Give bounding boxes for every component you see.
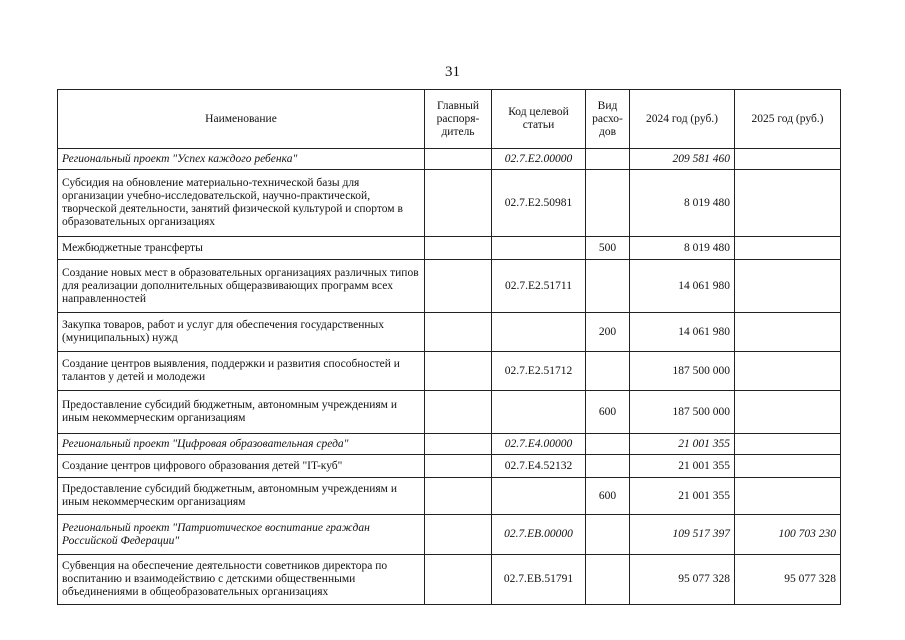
- cell-target-code: [492, 478, 586, 515]
- cell-expense-type: [586, 170, 630, 237]
- cell-expense-type: 500: [586, 237, 630, 260]
- cell-name: Предоставление субсидий бюджетным, автономным учреждениям и иным некоммерческим организациям: [58, 478, 425, 515]
- page-number: 31: [445, 64, 460, 80]
- table-row: [58, 149, 841, 170]
- cell-main-manager: [425, 391, 492, 434]
- cell-name: Создание центров выявления, поддержки и развития способностей и талантов у детей и молодежи: [58, 352, 425, 391]
- cell-2024: 109 517 397: [630, 515, 735, 555]
- cell-expense-type: [586, 455, 630, 478]
- cell-2024: 21 001 355: [630, 478, 735, 515]
- cell-name: Создание новых мест в образовательных организациях различных типов для реализации дополнительных общеразвивающих программ всех направленностей: [58, 260, 425, 313]
- cell-2025: [735, 260, 841, 313]
- header-main-manager: Главный распоря-дитель: [425, 90, 492, 149]
- cell-2025: [735, 237, 841, 260]
- table-row: [58, 170, 841, 237]
- header-row: [58, 90, 841, 149]
- header-2025: 2025 год (руб.): [735, 90, 841, 149]
- table-row: [58, 352, 841, 391]
- cell-target-code: 02.7.E2.51711: [492, 260, 586, 313]
- cell-target-code: 02.7.E2.00000: [492, 149, 586, 170]
- cell-2025: [735, 478, 841, 515]
- cell-target-code: 02.7.EB.51791: [492, 555, 586, 605]
- cell-main-manager: [425, 478, 492, 515]
- cell-main-manager: [425, 313, 492, 352]
- cell-expense-type: 600: [586, 391, 630, 434]
- cell-expense-type: [586, 352, 630, 391]
- cell-main-manager: [425, 515, 492, 555]
- cell-main-manager: [425, 170, 492, 237]
- header-name: Наименование: [58, 90, 425, 149]
- cell-name: Закупка товаров, работ и услуг для обеспечения государственных (муниципальных) нужд: [58, 313, 425, 352]
- cell-expense-type: [586, 260, 630, 313]
- table-row: [58, 434, 841, 455]
- cell-main-manager: [425, 260, 492, 313]
- cell-main-manager: [425, 555, 492, 605]
- table-row: [58, 515, 841, 555]
- table-row: [58, 260, 841, 313]
- cell-name: Создание центров цифрового образования детей "IT-куб": [58, 455, 425, 478]
- header-2024: 2024 год (руб.): [630, 90, 735, 149]
- cell-name: Субсидия на обновление материально-технической базы для организации учебно-исследовательской, научно-практической, творческой деятельности, занятий физической культурой и спортом в образовательных организациях: [58, 170, 425, 237]
- cell-2024: 14 061 980: [630, 313, 735, 352]
- table-row: [58, 478, 841, 515]
- cell-name: Региональный проект "Успех каждого ребенка": [58, 149, 425, 170]
- cell-target-code: [492, 313, 586, 352]
- cell-main-manager: [425, 455, 492, 478]
- budget-table: [57, 89, 841, 605]
- cell-2024: 14 061 980: [630, 260, 735, 313]
- cell-2024: 187 500 000: [630, 352, 735, 391]
- header-expense-type: Вид расхо-дов: [586, 90, 630, 149]
- cell-expense-type: 200: [586, 313, 630, 352]
- cell-name: Предоставление субсидий бюджетным, автономным учреждениям и иным некоммерческим организациям: [58, 391, 425, 434]
- cell-main-manager: [425, 352, 492, 391]
- cell-main-manager: [425, 434, 492, 455]
- cell-target-code: 02.7.E4.52132: [492, 455, 586, 478]
- cell-2025: [735, 313, 841, 352]
- cell-2024: 209 581 460: [630, 149, 735, 170]
- cell-2025: 100 703 230: [735, 515, 841, 555]
- cell-2024: 95 077 328: [630, 555, 735, 605]
- cell-target-code: [492, 237, 586, 260]
- cell-2025: [735, 434, 841, 455]
- cell-2025: [735, 170, 841, 237]
- cell-2025: 95 077 328: [735, 555, 841, 605]
- cell-2024: 8 019 480: [630, 237, 735, 260]
- cell-target-code: 02.7.E2.50981: [492, 170, 586, 237]
- cell-name: Межбюджетные трансферты: [58, 237, 425, 260]
- cell-2024: 8 019 480: [630, 170, 735, 237]
- cell-target-code: 02.7.E2.51712: [492, 352, 586, 391]
- header-target-code: Код целевой статьи: [492, 90, 586, 149]
- cell-target-code: [492, 391, 586, 434]
- table-row: [58, 391, 841, 434]
- cell-expense-type: 600: [586, 478, 630, 515]
- cell-expense-type: [586, 555, 630, 605]
- cell-2025: [735, 149, 841, 170]
- cell-2024: 187 500 000: [630, 391, 735, 434]
- cell-expense-type: [586, 434, 630, 455]
- table-row: [58, 237, 841, 260]
- cell-2024: 21 001 355: [630, 434, 735, 455]
- cell-2025: [735, 352, 841, 391]
- table-row: [58, 313, 841, 352]
- cell-main-manager: [425, 237, 492, 260]
- cell-target-code: 02.7.E4.00000: [492, 434, 586, 455]
- cell-name: Региональный проект "Патриотическое воспитание граждан Российской Федерации": [58, 515, 425, 555]
- cell-expense-type: [586, 149, 630, 170]
- table-row: [58, 455, 841, 478]
- cell-2024: 21 001 355: [630, 455, 735, 478]
- cell-name: Региональный проект "Цифровая образовательная среда": [58, 434, 425, 455]
- cell-name: Субвенция на обеспечение деятельности советников директора по воспитанию и взаимодействию с детскими общественными объединениями в общеобразовательных организациях: [58, 555, 425, 605]
- cell-target-code: 02.7.EB.00000: [492, 515, 586, 555]
- cell-main-manager: [425, 149, 492, 170]
- cell-expense-type: [586, 515, 630, 555]
- table-row: [58, 555, 841, 605]
- cell-2025: [735, 391, 841, 434]
- cell-2025: [735, 455, 841, 478]
